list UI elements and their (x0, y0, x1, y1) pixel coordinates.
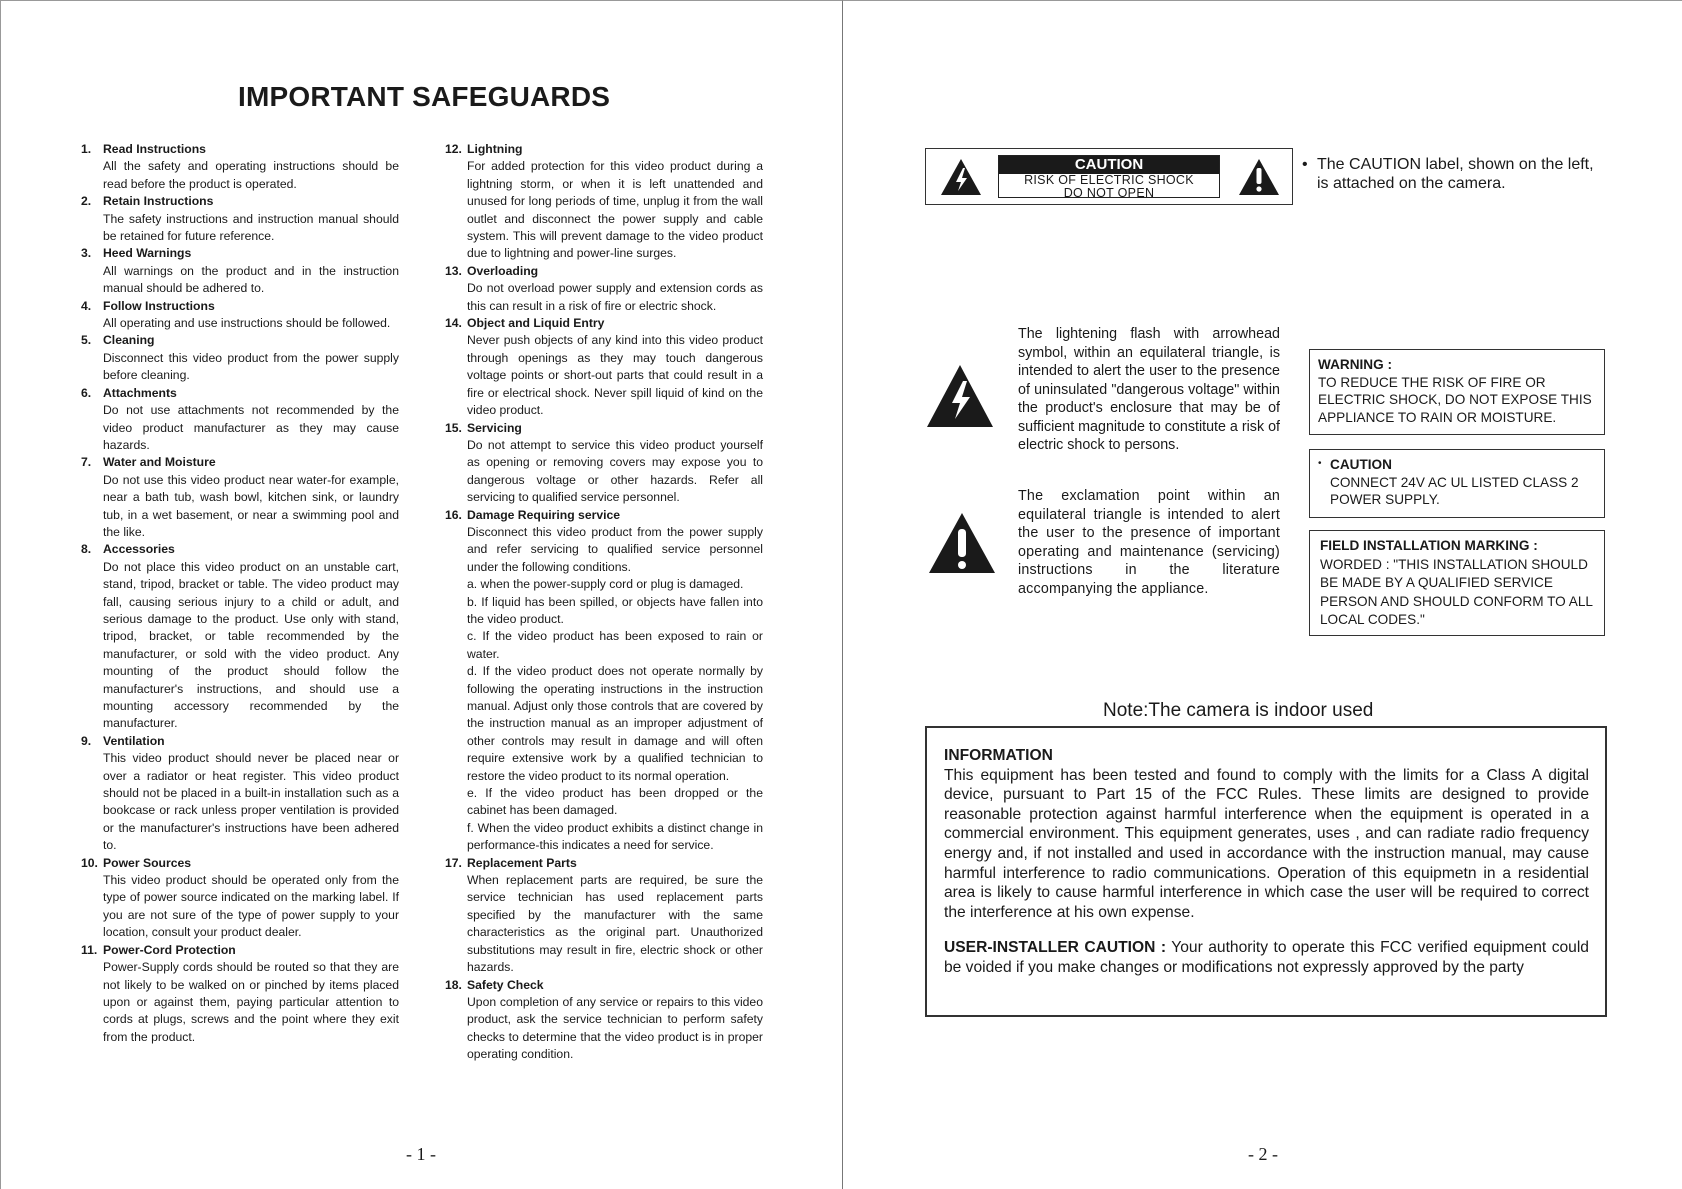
item-number: 11. (81, 942, 98, 957)
safeguards-column-1 (81, 141, 399, 1046)
sub-item: e. If the video product has been dropped or the cabinet has been damaged. (467, 786, 763, 818)
item-number: 17. (445, 855, 462, 870)
exclamation-point-icon (927, 511, 997, 575)
item-heading: Lightning (467, 142, 523, 156)
item-number: 3. (81, 246, 92, 261)
item-number: 1. (81, 142, 92, 156)
warning-box (1309, 349, 1605, 435)
item-body: The safety instructions and instruction manual should be retained for future reference. (103, 211, 399, 244)
information-heading: INFORMATION (944, 747, 1053, 764)
safeguard-item (445, 263, 763, 315)
safeguard-item (81, 332, 399, 384)
safeguard-item (81, 245, 399, 297)
item-number: 5. (81, 333, 92, 348)
safeguard-item (445, 855, 763, 977)
page-title: IMPORTANT SAFEGUARDS (238, 81, 611, 112)
item-heading: Retain Instructions (103, 194, 214, 209)
item-body: For added protection for this video product during a lightning storm, or when it is left unattended and unused for long periods of time, unplug it from the wall outlet and disconnect the power supply and cable system. This will prevent damage to the video product due to lightning and power-line surges. (467, 159, 763, 261)
item-body: Do not overload power supply and extension cords as this can result in a risk of fire or electric shock. (467, 281, 763, 313)
item-number: 9. (81, 733, 92, 748)
item-body: Disconnect this video product from the power supply before cleaning. (103, 350, 399, 383)
item-heading: Ventilation (103, 733, 165, 748)
item-number: 15. (445, 420, 462, 435)
warning-text: TO REDUCE THE RISK OF FIRE OR ELECTRIC SHOCK, DO NOT EXPOSE THIS APPLIANCE TO RAIN OR MOISTURE. (1318, 374, 1592, 425)
caution-note: • The CAUTION label, shown on the left, is attached on the camera. (1302, 156, 1594, 192)
item-number: 13. (445, 263, 462, 278)
item-number: 8. (81, 542, 92, 557)
item-body: Do not place this video product on an unstable cart, stand, tripod, bracket or table. The video product may fall, causing serious injury to a child or adult, and serious damage to the product. Use only with stand, tripod, bracket, or table recommended by the manufacturer, or sold with the video product. Any mounting of the product should follow the manufacturer's instructions, and should use a mounting accessory recommended by the manufacturer. (103, 559, 399, 731)
power-caution-text: CONNECT 24V AC UL LISTED CLASS 2 POWER SUPPLY. (1330, 474, 1579, 507)
item-heading: Overloading (467, 263, 539, 278)
safeguard-item (81, 855, 399, 942)
warning-heading: WARNING : (1318, 357, 1393, 372)
page-number: - 1 - (406, 1144, 436, 1164)
safeguard-item (81, 454, 399, 541)
safeguard-item (81, 298, 399, 333)
safeguard-item (81, 942, 399, 1046)
safeguard-item (445, 977, 763, 1064)
item-heading: Follow Instructions (103, 298, 215, 313)
exclamation-point-description: The exclamation point within an equilateral triangle is intended to alert the user to the presence of important operating and maintenance (servicing) instructions in the literature accompanying the appliance. (1018, 488, 1280, 597)
item-heading: Safety Check (467, 977, 544, 992)
field-installation-text: WORDED : "THIS INSTALLATION SHOULD BE MADE BY A QUALIFIED SERVICE PERSON AND SHOULD CONFORM TO ALL LOCAL CODES." (1320, 556, 1593, 627)
sub-item: d. If the video product does not operate normally by following the operating instructions in the instruction manual. Adjust only those controls that are covered by the instruction manual as an improper adjustment of other controls may result in damage and will often require extensive work by a qualified technician to restore the video product to its normal operation. (467, 664, 763, 783)
page-number: - 2 - (1248, 1144, 1278, 1164)
information-box (925, 726, 1607, 1017)
user-installer-caution-text: Your authority to operate this FCC verified equipment could be voided if you make changes or modifications not expressly approved by the party (944, 939, 1589, 976)
indoor-note: Note:The camera is indoor used (1103, 700, 1374, 721)
item-body: This video product should be operated only from the type of power source indicated on the marking label. If you are not sure of the type of power supply to your location, consult your product dealer. (103, 873, 399, 940)
item-number: 12. (445, 142, 462, 156)
item-body: Never push objects of any kind into this video product through openings as they may touch dangerous voltage points or short-out parts that could result in a fire or electrical shock. Never spill liquid of kind on the video product. (467, 333, 763, 418)
item-body: Do not use this video product near water-for example, near a bath tub, wash bowl, kitchen sink, or laundry tub, in a wet basement, or near a swimming pool and the like. (103, 472, 399, 539)
sub-item: b. If liquid has been spilled, or objects have fallen into the video product. (467, 594, 763, 626)
safeguard-item (81, 193, 399, 245)
caution-label-line2: DO NOT OPEN (1063, 185, 1155, 200)
item-body: All warnings on the product and in the instruction manual should be adhered to. (103, 263, 399, 296)
power-caution-box (1309, 449, 1605, 518)
sub-item: a. when the power-supply cord or plug is damaged. (467, 577, 744, 592)
item-heading: Object and Liquid Entry (467, 316, 605, 331)
bullet-icon: • (1318, 458, 1322, 469)
item-heading: Attachments (103, 385, 177, 400)
bullet-icon: • (1302, 156, 1308, 173)
safeguards-column-2 (445, 141, 763, 1064)
item-number: 6. (81, 385, 92, 400)
item-number: 10. (81, 855, 98, 870)
safeguard-item (81, 733, 399, 855)
sub-item: c. If the video product has been exposed to rain or water. (467, 629, 763, 661)
lightning-flash-icon (925, 363, 995, 429)
power-caution-heading: CAUTION (1330, 457, 1392, 472)
caution-label (925, 148, 1293, 205)
information-text: This equipment has been tested and found to comply with the limits for a Class A digital device, pursuant to Part 15 of the FCC Rules. These limits are designed to provide reasonable protection against harmful interference when the equipment is operated in a commercial environment. This equipment generates, uses , and can radiate radio frequency energy and, if not installed and used in accordance with the instruction manual, may cause harmful interference to radio communications. Operation of this equipmetn in a residential area is likely to cause harmful interference in which case the user will be required to correct the interference at his own expense. (944, 766, 1589, 921)
item-heading: Power-Cord Protection (103, 942, 236, 957)
safeguard-item (445, 507, 763, 855)
sub-item: f. When the video product exhibits a distinct change in performance-this indicates a need for service. (467, 820, 763, 853)
item-body: Do not attempt to service this video product yourself as opening or removing covers may expose you to dangerous voltage or other hazards. Refer all servicing to qualified service personnel. (467, 437, 763, 505)
item-heading: Cleaning (103, 333, 155, 348)
item-body: This video product should never be placed near or over a radiator or heat register. This video product should not be placed in a built-in installation such as a bookcase or rack unless proper ventilation is provided or the manufacturer's instructions have been adhered to. (103, 751, 399, 853)
item-number: 14. (445, 316, 462, 331)
item-number: 4. (81, 298, 92, 313)
item-heading: Read Instructions (103, 142, 206, 156)
field-installation-box (1309, 530, 1605, 636)
safeguard-item (81, 141, 399, 193)
item-body: When replacement parts are required, be sure the service technician has used replacement parts specified by the manufacturer with the same characteristics as the original part. Unauthorized substitutions may result in fire, electric shock or other hazards. (467, 873, 763, 975)
item-number: 7. (81, 455, 92, 470)
item-body: Do not use attachments not recommended by the video product manufacturer as they may cause hazards. (103, 403, 399, 452)
page-2 (842, 0, 1682, 1189)
caution-label-header: CAUTION (999, 156, 1219, 174)
safeguard-item (81, 541, 399, 732)
exclamation-warning-icon (1238, 158, 1280, 196)
user-installer-caution (944, 938, 1589, 977)
item-body: All the safety and operating instructions should be read before the product is operated. (103, 159, 399, 191)
field-installation-heading: FIELD INSTALLATION MARKING : (1320, 538, 1538, 553)
lightning-flash-description: The lightening flash with arrowhead symbol, within an equilateral triangle, is intended to alert the user to the presence of uninsulated "dangerous voltage" within the product's enclosure that may be of sufficient magnitude to constitute a risk of electric shock to persons. (1018, 326, 1280, 453)
safeguard-item (445, 141, 763, 263)
item-heading: Accessories (103, 542, 175, 557)
item-number: 16. (445, 507, 462, 522)
item-heading: Damage Requiring service (467, 507, 621, 522)
item-body: Upon completion of any service or repairs to this video product, ask the service technician to perform safety checks to determine that the video product is in proper operating condition. (467, 994, 763, 1062)
item-heading: Water and Moisture (103, 455, 216, 470)
item-heading: Replacement Parts (467, 855, 577, 870)
item-heading: Power Sources (103, 855, 192, 870)
item-heading: Servicing (467, 420, 522, 435)
safeguard-item (445, 420, 763, 507)
item-number: 18. (445, 977, 462, 992)
caution-label-text (998, 155, 1220, 198)
item-body: Disconnect this video product from the power supply and refer servicing to qualified service personnel under the following conditions. (467, 524, 763, 574)
lightning-warning-icon (940, 158, 982, 196)
item-heading: Heed Warnings (103, 246, 192, 261)
caution-label-line1: RISK OF ELECTRIC SHOCK (1024, 173, 1194, 187)
item-body: All operating and use instructions should be followed. (103, 316, 391, 331)
safeguard-item (81, 385, 399, 455)
user-installer-caution-heading: USER-INSTALLER CAUTION : (944, 939, 1167, 957)
safeguard-item (445, 315, 763, 419)
item-body: Power-Supply cords should be routed so that they are not likely to be walked on or pinched by items placed upon or against them, paying particular attention to cords at plugs, screws and the point where they exit from the product. (103, 960, 399, 1044)
item-number: 2. (81, 194, 92, 209)
